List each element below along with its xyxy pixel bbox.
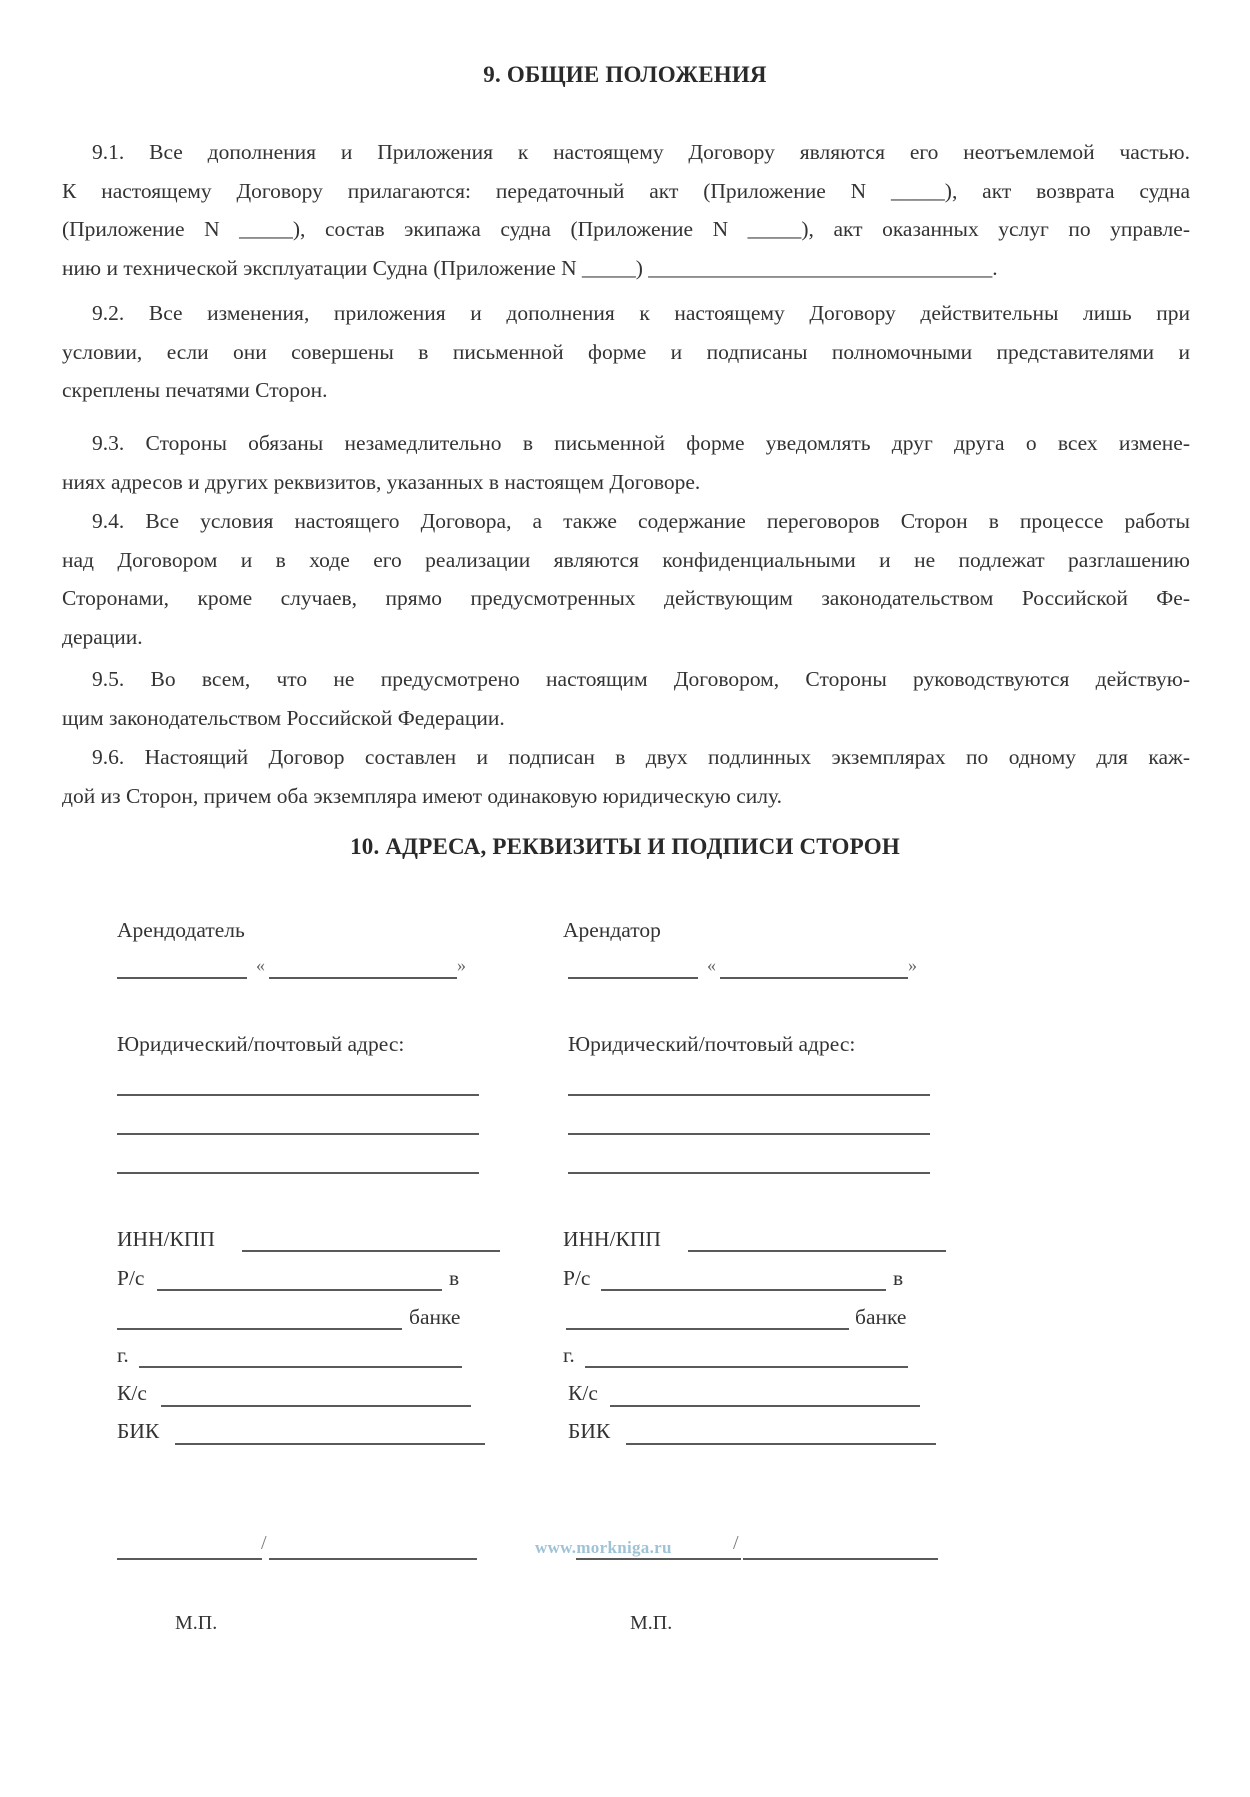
clause-9-4	[62, 502, 1190, 656]
address-label: Юридический/почтовый адрес:	[117, 1032, 405, 1056]
corr-account-field[interactable]	[610, 1405, 920, 1407]
signature-separator: /	[733, 1532, 739, 1554]
party-role-label: Арендодатель	[117, 918, 245, 942]
clause-9-6	[62, 738, 1190, 815]
bank-suffix: банке	[409, 1305, 461, 1329]
clause-line: Сторонами, кроме случаев, прямо предусмотренных действующим законодательством Российской Фе-	[62, 586, 1190, 611]
bank-field[interactable]	[566, 1328, 849, 1330]
stamp-label: М.П.	[175, 1612, 218, 1634]
account-suffix: в	[449, 1266, 460, 1290]
clause-9-1	[62, 133, 1190, 287]
signature-name-field[interactable]	[269, 1558, 477, 1560]
clause-line: 9.6. Настоящий Договор составлен и подписан в двух подлинных экземплярах по одному для каж-	[92, 745, 1190, 769]
clause-line: ниях адресов и других реквизитов, указанных в настоящем Договоре.	[62, 469, 701, 494]
date-day-field[interactable]	[117, 977, 247, 979]
watermark-text: www.morkniga.ru	[535, 1538, 672, 1557]
city-field[interactable]	[585, 1366, 908, 1368]
clause-line: К настоящему Договору прилагаются: передаточный акт (Приложение N _____), акт возврата судна	[62, 178, 1190, 203]
address-line-1[interactable]	[568, 1094, 930, 1096]
address-line-1[interactable]	[117, 1094, 479, 1096]
clause-line: условии, если они совершены в письменной форме и подписаны полномочными представителями и	[62, 339, 1190, 364]
inn-kpp-field[interactable]	[242, 1250, 500, 1252]
clause-line: над Договором и в ходе его реализации являются конфиденциальными и не подлежат разглашению	[62, 547, 1190, 572]
address-line-2[interactable]	[117, 1133, 479, 1135]
date-month-field[interactable]	[720, 977, 908, 979]
clause-line: 9.3. Стороны обязаны незамедлительно в письменной форме уведомлять друг друга о всех измене-	[92, 431, 1190, 455]
address-line-3[interactable]	[117, 1172, 479, 1174]
address-line-2[interactable]	[568, 1133, 930, 1135]
inn-kpp-field[interactable]	[688, 1250, 946, 1252]
clause-line: 9.2. Все изменения, приложения и дополнения к настоящему Договору действительны лишь при	[92, 301, 1190, 325]
bik-field[interactable]	[175, 1443, 485, 1445]
quote-close: »	[908, 955, 917, 975]
clause-9-2	[62, 294, 1190, 410]
clause-line: скреплены печатями Сторон.	[62, 378, 328, 403]
section-9-heading: 9. ОБЩИЕ ПОЛОЖЕНИЯ	[483, 62, 767, 87]
city-field[interactable]	[139, 1366, 462, 1368]
date-day-field[interactable]	[568, 977, 698, 979]
clause-line: дой из Сторон, причем оба экземпляра имеют одинаковую юридическую силу.	[62, 783, 782, 808]
clause-9-3	[62, 424, 1190, 501]
quote-open: «	[707, 955, 716, 975]
bank-suffix: банке	[855, 1305, 907, 1329]
address-label: Юридический/почтовый адрес:	[568, 1032, 856, 1056]
inn-kpp-label: ИНН/КПП	[563, 1227, 661, 1251]
corr-account-label: К/с	[117, 1381, 147, 1405]
account-suffix: в	[893, 1266, 904, 1290]
bank-field[interactable]	[117, 1328, 402, 1330]
corr-account-label: К/с	[568, 1381, 598, 1405]
section-10-heading: 10. АДРЕСА, РЕКВИЗИТЫ И ПОДПИСИ СТОРОН	[350, 834, 900, 859]
account-field[interactable]	[601, 1289, 886, 1291]
city-label: г.	[563, 1343, 575, 1367]
account-label: Р/с	[117, 1266, 145, 1290]
date-month-field[interactable]	[269, 977, 457, 979]
bik-label: БИК	[568, 1419, 611, 1443]
account-label: Р/с	[563, 1266, 591, 1290]
stamp-label: М.П.	[630, 1612, 673, 1634]
quote-close: »	[457, 955, 466, 975]
clause-9-5	[62, 660, 1190, 737]
signature-name-field[interactable]	[743, 1558, 938, 1560]
clause-line: 9.5. Во всем, что не предусмотрено настоящим Договором, Стороны руководствуются действую-	[92, 667, 1190, 691]
quote-open: «	[256, 955, 265, 975]
clause-line: 9.4. Все условия настоящего Договора, а также содержание переговоров Сторон в процессе работы	[92, 509, 1190, 533]
inn-kpp-label: ИНН/КПП	[117, 1227, 215, 1251]
signature-field[interactable]	[117, 1558, 262, 1560]
bik-label: БИК	[117, 1419, 160, 1443]
bik-field[interactable]	[626, 1443, 936, 1445]
city-label: г.	[117, 1343, 129, 1367]
signature-field[interactable]	[576, 1558, 741, 1560]
corr-account-field[interactable]	[161, 1405, 471, 1407]
clause-line: щим законодательством Российской Федерации.	[62, 705, 505, 730]
address-line-3[interactable]	[568, 1172, 930, 1174]
account-field[interactable]	[157, 1289, 442, 1291]
clause-line: 9.1. Все дополнения и Приложения к настоящему Договору являются его неотъемлемой частью.	[92, 140, 1190, 164]
clause-line: нию и технической эксплуатации Судна (Приложение N _____) ________________________________.	[62, 255, 998, 280]
clause-line: дерации.	[62, 624, 143, 649]
party-role-label: Арендатор	[563, 918, 661, 942]
clause-line: (Приложение N _____), состав экипажа судна (Приложение N _____), акт оказанных услуг по управле-	[62, 217, 1190, 242]
signature-separator: /	[261, 1532, 267, 1554]
